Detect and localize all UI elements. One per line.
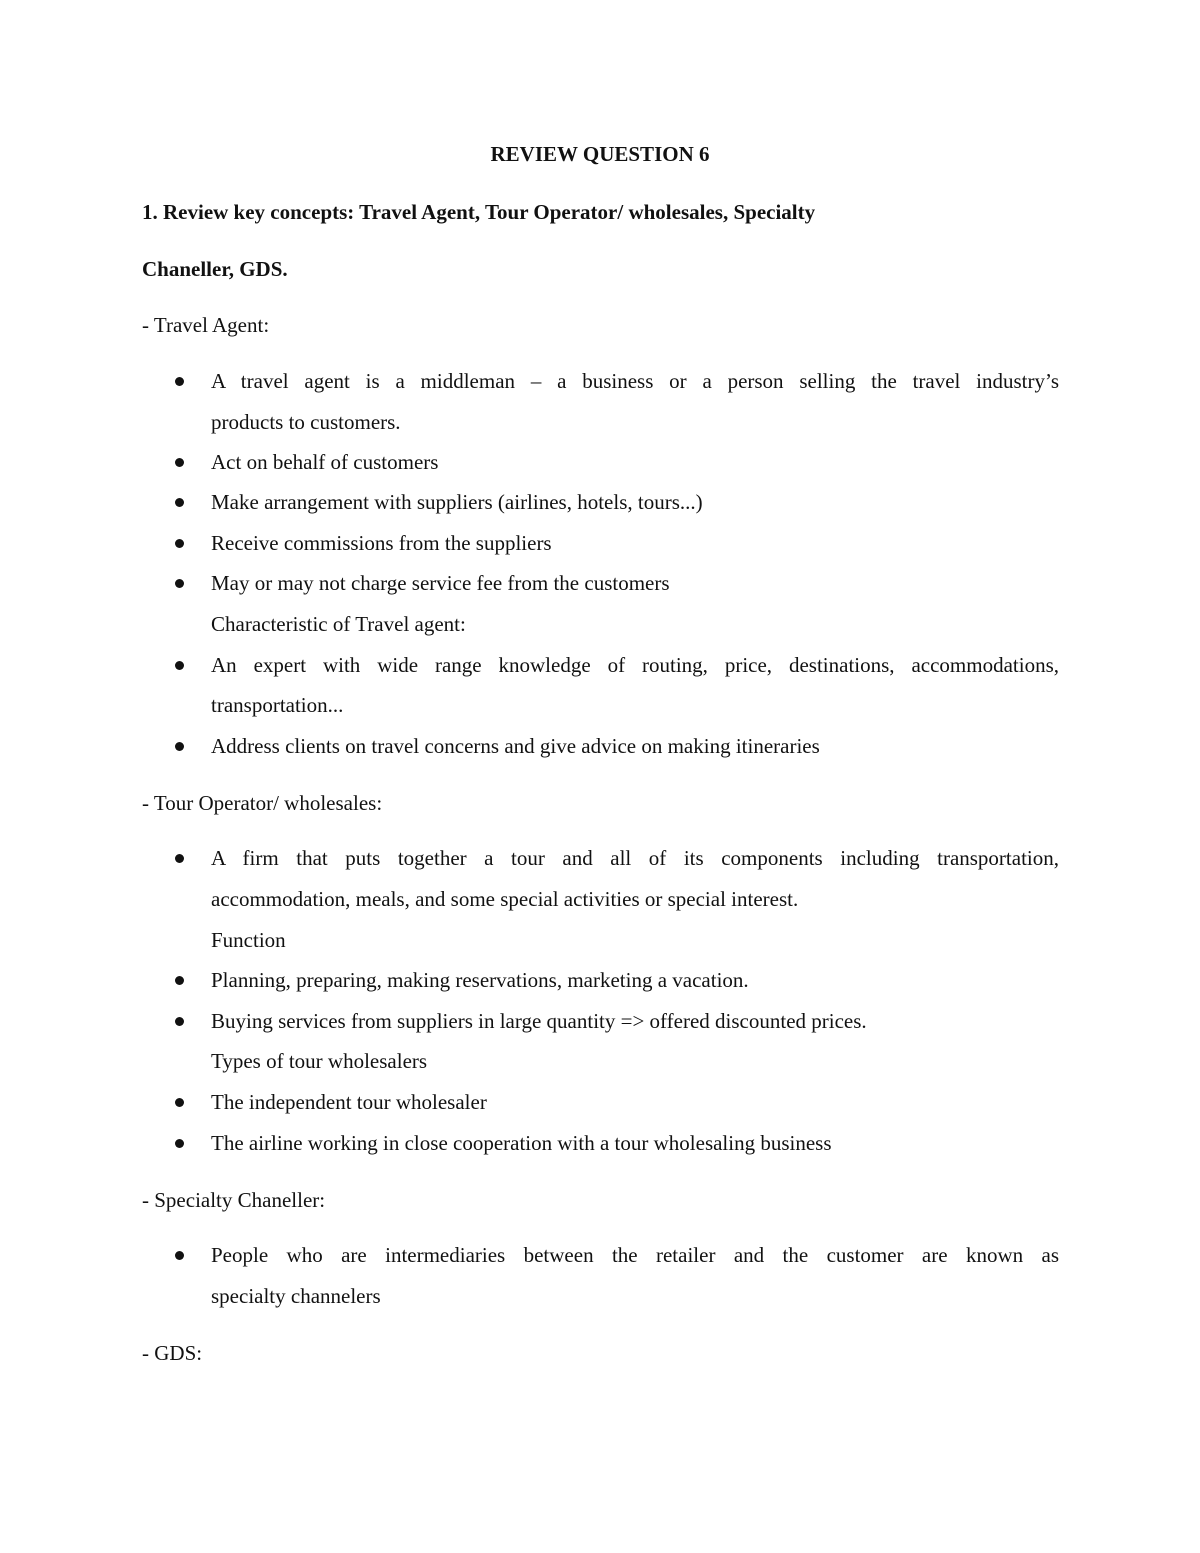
tour-operator-types-label: Types of tour wholesalers: [211, 1049, 428, 1073]
document-title: REVIEW QUESTION 6: [490, 142, 710, 166]
tour-operator-bullet-1-line-1: A firm that puts together a tour and all of its components including transportation,: [211, 846, 1059, 870]
bullet-icon: [175, 458, 184, 467]
specialty-bullet-1-line-2: specialty channelers: [211, 1284, 381, 1308]
question-line-1: 1. Review key concepts: Travel Agent, Tour Operator/ wholesales, Specialty: [142, 200, 816, 224]
travel-agent-bullet-2: Act on behalf of customers: [211, 450, 439, 474]
tour-operator-function-label: Function: [211, 928, 286, 952]
bullet-icon: [175, 377, 184, 386]
specialty-heading: - Specialty Chaneller:: [142, 1188, 326, 1212]
bullet-icon: [175, 1017, 184, 1026]
gds-heading: - GDS:: [142, 1341, 203, 1365]
specialty-bullet-1-line-1: People who are intermediaries between the retailer and the customer are known as: [211, 1243, 1059, 1267]
bullet-icon: [175, 742, 184, 751]
bullet-icon: [175, 1251, 184, 1260]
travel-agent-heading: - Travel Agent:: [142, 313, 270, 337]
travel-agent-bullet-7: Address clients on travel concerns and give advice on making itineraries: [211, 734, 820, 758]
bullet-icon: [175, 976, 184, 985]
tour-operator-bullet-5: The airline working in close cooperation with a tour wholesaling business: [211, 1131, 832, 1155]
tour-operator-bullet-2: Planning, preparing, making reservations, marketing a vacation.: [211, 968, 749, 992]
tour-operator-heading: - Tour Operator/ wholesales:: [142, 791, 383, 815]
bullet-icon: [175, 1098, 184, 1107]
travel-agent-bullet-3: Make arrangement with suppliers (airlines, hotels, tours...): [211, 490, 703, 514]
travel-agent-bullet-1-line-1: A travel agent is a middleman – a business or a person selling the travel industry’s: [211, 369, 1059, 393]
travel-agent-bullet-4: Receive commissions from the suppliers: [211, 531, 552, 555]
bullet-icon: [175, 579, 184, 588]
bullet-icon: [175, 539, 184, 548]
bullet-icon: [175, 1139, 184, 1148]
tour-operator-bullet-3: Buying services from suppliers in large quantity => offered discounted prices.: [211, 1009, 867, 1033]
travel-agent-bullet-5: May or may not charge service fee from the customers: [211, 571, 670, 595]
bullet-icon: [175, 854, 184, 863]
tour-operator-bullet-1-line-2: accommodation, meals, and some special activities or special interest.: [211, 887, 799, 911]
bullet-icon: [175, 661, 184, 670]
travel-agent-bullet-1-line-2: products to customers.: [211, 410, 401, 434]
travel-agent-bullet-6-line-2: transportation...: [211, 693, 344, 717]
travel-agent-subheading: Characteristic of Travel agent:: [211, 612, 466, 636]
question-line-2: Chaneller, GDS.: [142, 257, 288, 281]
bullet-icon: [175, 498, 184, 507]
tour-operator-bullet-4: The independent tour wholesaler: [211, 1090, 487, 1114]
travel-agent-bullet-6-line-1: An expert with wide range knowledge of routing, price, destinations, accommodations,: [211, 653, 1059, 677]
